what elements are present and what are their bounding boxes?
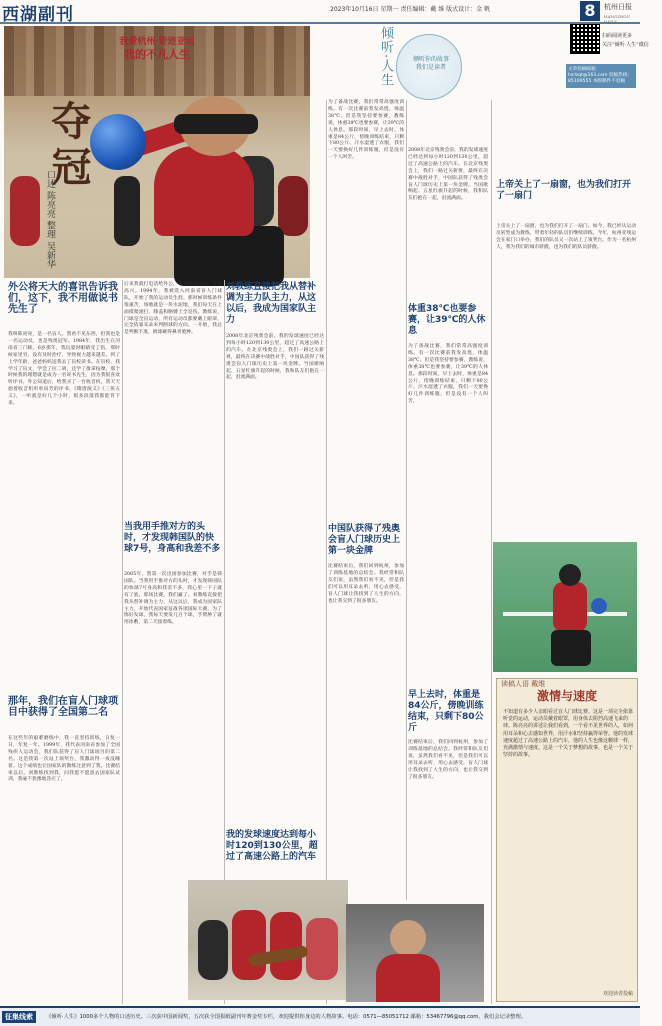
column-text-6: 为了备战比赛，我们常常高强度训练。有一次比赛前我发高烧，体温38℃，但是我坚持要参赛，教练说，体重38℃也要参赛，让39℃的人休息。那段时间，早上去时，体重是84公斤，傍晚训练结束，只剩下80公斤。汗水湿透了衣服，我们一天要换好几件训练服，但是没有一个人叫苦。: [328, 100, 404, 161]
column-divider: [122, 280, 123, 1004]
portrait-face: [390, 920, 426, 956]
goalball: [90, 114, 146, 170]
editor-note-sign: 欢迎读者投稿: [602, 991, 633, 997]
section-deco: [326, 24, 649, 96]
column-divider: [491, 100, 492, 1004]
byline: 口述 陈亮亮 整理 吴新华: [45, 170, 55, 269]
subhead-3: 当我用手推对方的头时，才发现韩国队的快球7号，身高和我差不多: [124, 522, 221, 554]
footer-label: 征集线索: [2, 1011, 36, 1023]
background-person: [114, 176, 140, 246]
portrait-photo: [346, 904, 484, 1002]
page-number: 8: [580, 1, 600, 21]
person: [232, 910, 266, 980]
paper-logo: 杭州日报: [604, 3, 632, 11]
player-head: [559, 564, 581, 586]
footer-text: 《倾听·人生》1000多个人物的口述历史。三次获中国新闻奖，五次获全国报纸副刊年赛金奖专栏，欢迎提供你身边的人物故事。电话：0571—85051712 邮箱：53467796@qq.com，我们会记录整理。: [46, 1014, 527, 1020]
editor-note-box: [496, 678, 638, 1002]
column-text-5: 2008年北京残奥会前，我的发球速度已经达到每小时120到130公里，超过了高速公路上的汽车。在北京残奥会上，我们一路过关斩将，最终在决赛中战胜对手，中国队获得了残奥会盲人门球历史上第一块金牌。当国歌响起、五星红旗升起的时候，我和队友们抱在一起，泪流满面。: [226, 334, 324, 381]
section-tagline-1: 倾听你的故事: [412, 56, 449, 63]
background-player: [10, 176, 40, 246]
column-divider: [326, 100, 327, 1004]
subhead-7: 体重38℃也要参赛，让39℃的人休息: [408, 304, 486, 336]
paper-logo-en: HANGZHOU DAILY: [604, 14, 630, 24]
subhead-1: 外公将天大的喜讯告诉我们，这下，我不用做说书先生了: [8, 282, 118, 315]
background-person: [278, 176, 308, 236]
column-text-11: 上帝关上了一扇窗，也为我们打开了一扇门。如今，我已经从运动员转型成为教练，带着年轻的队员们继续训练。今年，杭州亚残运会在家门口举办，我们的队员又一次站上了领奖台。作为一名杭州人，我为我们的城市骄傲，也为我们的队员骄傲。: [496, 224, 636, 250]
player-legs: [551, 630, 591, 666]
headline-main: 我的不凡人生: [124, 48, 190, 61]
footer-bar: [0, 1006, 640, 1026]
editor-note-text: 不知道有多少人亲眼看过盲人门球比赛。这是一项完全依靠听觉的运动，运动员戴着眼罩，用身体去阻挡高速飞来的球。陈亮亮的讲述让我们看到，一个看不见世界的人，如何用耳朵和心去感知世界，用汗水和坚持赢得荣誉。他的发球速度超过了高速公路上的汽车，他的人生也像这颗球一样，充满激情与速度。这是一个关于梦想的故事，也是一个关于坚持的故事。: [503, 709, 634, 759]
goalball: [591, 598, 607, 614]
headline-kicker: 我爱杭州·奇迹亚运: [119, 37, 195, 47]
qr-caption-2: 关注“倾听·人生”微信: [602, 42, 649, 48]
section-tagline-2: 我们是读者: [415, 64, 446, 71]
player-body: [553, 582, 587, 632]
qr-code-icon[interactable]: [570, 24, 600, 54]
masthead: 西湖副刊: [2, 5, 74, 25]
column-text-3: 在这些年的艰难磨练中，我一直坚持训练，日复一日，年复一年。1999年，我代表河南省参加了全国残疾人运动会，我们队获得了盲人门球项目的第二名。这是我第一次站上领奖台，我激动得一夜没睡着。这个成绩也让国家队的教练注意到了我。比赛结束以后，刘教练找到我，问我愿不愿意去国家队试训，我毫不犹豫地答应了。: [8, 736, 120, 783]
column-text-10: 比赛结束后，我们回到杭州，参加了训练基地的总结会。我经常和队友们说，虽然我们看不见，但是我们可以用耳朵去听，用心去感受。盲人门球让我找到了人生的方向，也让我交到了很多朋友。: [408, 740, 488, 780]
person: [306, 918, 338, 980]
subhead-5: 我的发球速度达到每小时120到130公里，超过了高速公路上的汽车: [226, 830, 318, 862]
column-text-1: 我叫陈亮亮，是一名盲人。我看不见东西，但我也是一名运动员，也是残奥冠军。1984年，我出生在河南省三门峡。6岁那年，我玩耍时眼睛受了伤，那时候家里穷，没有及时治疗，导致视力越来越差。到了上学年龄，爸爸妈妈送我去了盲校读书。在盲校，我学习了盲文，学会了拉二胡，还学了推拿按摩。那个时候我的理想就是成为一名说书先生，因为我很喜欢听评书。外公知道后，给我买了一台收音机，我天天抱着收音机听单田芳的评书，《隋唐演义》《三侠五义》，一听就是好几个小时，很多段落我都能背下来。: [8, 332, 120, 407]
person: [198, 920, 228, 980]
hotline-box: 文章投稿邮箱：hzrbqt@163.com 投稿热线：85109555 本版稿件不退稿: [566, 64, 636, 88]
column-text-4: 2005年，我第一次出国参加比赛，对手是韩国队。当我用手推对方的头时，才发现韩国队的快球7号身高和我差不多，我心里一下子就有了底。那场比赛，我们赢了。刘教练直接把我从替补调为主力，从这以后，我成为国家队主力，开始代表国家征战各项国际大赛。为了练好发球，我每天要发几百个球，手臂肿了就用冰敷，第二天接着练。: [124, 572, 222, 626]
subhead-4: 刘教练直接把我从替补调为主力队主力，从这以后，我成为国家队主力: [226, 282, 317, 325]
subhead-8: 早上去时，体重是84公斤，傍晚训练结束，只剩下80公斤: [408, 690, 484, 733]
big-title: 夺冠: [45, 100, 92, 192]
portrait-body: [376, 954, 440, 1002]
subhead-2: 那年，我们在盲人门球项目中获得了全国第二名: [8, 696, 118, 718]
qr-caption-1: 扫码阅读更多: [602, 33, 633, 39]
column-text-8: 2008年北京残奥会前，我的发球速度已经达到每小时120到130公里，超过了高速公路上的汽车。在北京残奥会上，我们一路过关斩将，最终在决赛中战胜对手，中国队获得了残奥会盲人门球历史上第一块金牌。当国歌响起、五星红旗升起的时候，我和队友们抱在一起，泪流满面。: [408, 148, 488, 202]
column-divider: [406, 100, 407, 900]
subhead-9: 上帝关上了一扇窗，也为我们打开了一扇门: [496, 180, 632, 201]
action-photo: [493, 542, 637, 672]
editor-note-label: 读稿人语 戴维: [501, 680, 546, 688]
page-header: [0, 0, 640, 24]
column-text-9: 为了备战比赛，我们常常高强度训练。有一次比赛前我发高烧，体温38℃，但是我坚持要参赛，教练说，体重38℃也要参赛，让39℃的人休息。那段时间，早上去时，体重是84公斤，傍晚训练结束，只剩下80公斤。汗水湿透了衣服，我们一天要换好几件训练服，但是没有一个人叫苦。: [408, 344, 488, 405]
editor-note-title: 激情与速度: [536, 689, 597, 703]
issue-line: 2023年10月16日 星期一 责任编辑：戴 维 版式设计：金 帆: [330, 6, 491, 13]
section-title: 倾听·人生: [378, 26, 393, 88]
column-text-2: 后来我就打电话给外公，外公知道以后，非常高兴。1994年，我被选入河南省盲人门球队，开始了我的运动员生涯。那时候训练条件很艰苦，场地就是一块水泥地，我们每天在上面摸爬滚打，膝盖和胳膊上全是伤。教练说，门球是全盲运动，所有运动员都要戴上眼罩，完全依靠耳朵来判断球的方向。一开始，我总是判断不准，被球砸得鼻青脸肿。: [124, 282, 222, 336]
column-text-7: 比赛结束后，我们回到杭州，参加了训练基地的总结会。我经常和队友们说，虽然我们看不见，但是我们可以用耳朵去听，用心去感受。盲人门球让我找到了人生的方向，也让我交到了很多朋友。: [328, 564, 404, 604]
athlete-body: [154, 146, 254, 236]
group-photo: [188, 880, 348, 1000]
subhead-6: 中国队获得了残奥会盲人门球历史上第一块金牌: [328, 524, 401, 556]
goggles: [174, 114, 258, 134]
headline-banner: [4, 32, 310, 61]
